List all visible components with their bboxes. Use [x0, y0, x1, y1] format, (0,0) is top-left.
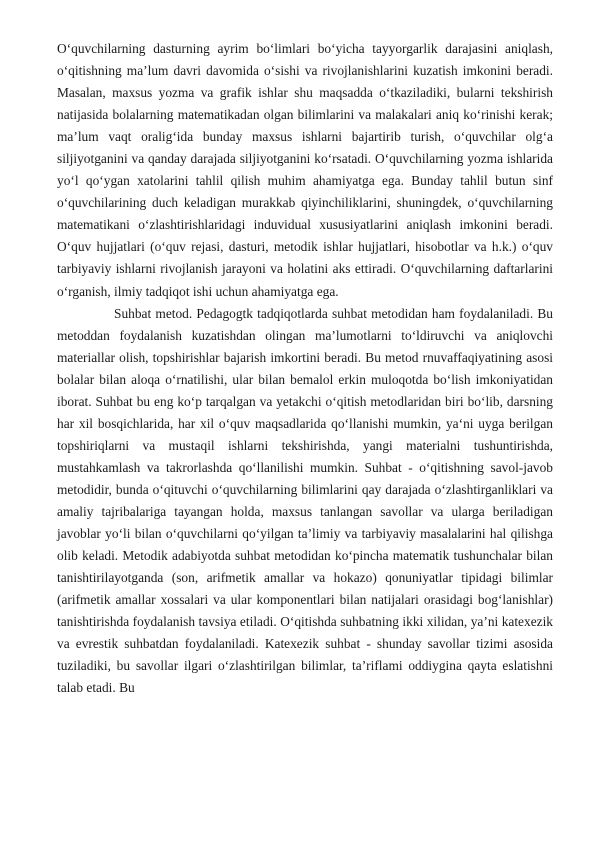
paragraph-suhbat-metod: Suhbat metod. Pedagogtk tadqiqotlarda suhbat metodidan ham foydalaniladi. Bu metoddan foydalanish kuzatishdan olingan ma’lumotlarni to‘ldiruvchi va aniqlovchi materiallar olish, topshirishlar bajarish imkortini beradi. Bu metod rnuvaffaqiyatining asosi bolalar bilan aloqa o‘rnatilishi, ular bilan bemalol erkin muloqotda bo‘lish imkoniyatidan iborat. Suhbat bu eng ko‘p tarqalgan va yetakchi o‘qitish metodlaridan biri bo‘lib, darsning har xil bosqichlarida, har xil o‘quv maqsadlarida qo‘llanishi mumkin, ya‘ni uyga berilgan topshiriqlarni va mustaqil ishlarni tekshirishda, yangi materialni tushuntirishda, mustahkamlash va takrorlashda qo‘llanilishi mumkin. Suhbat - o‘qitishning savol-javob metodidir, bunda o‘qituvchi o‘quvchilarning bilimlarini qay darajada o‘zlashtirganliklari va amaliy tajribalariga tayangan holda, maxsus tanlangan savollar va ularga beriladigan javoblar yo‘li bilan o‘quvchilarni qo‘yilgan ta’limiy va tarbiyaviy masalalarini hal qilishga olib keladi. Metodik adabiyotda suhbat metodidan ko‘pincha matematik tushunchalar bilan tanishtirilayotganda (son, arifmetik amallar va hokazo) qonuniyatlar tipidagi bilimlar (arifmetik amallar xossalari va ular komponentlari bilan natijalari orasidagi bog‘lanishlar) tanishtirishda foydalanish tavsiya etiladi. O‘qitishda suhbatning ikki xilidan, ya’ni katexezik va evrestik suhbatdan foydalaniladi. Katexezik suhbat - shunday savollar tizimi asosida tuziladiki, bu savollar ilgari o‘zlashtirilgan bilimlar, ta’riflami oddiygina qayta eslatishni talab etadi. Bu	[57, 305, 553, 696]
paragraph: O‘quvchilarning dasturning ayrim bo‘limlari bo‘yicha tayyorgarlik darajasini aniqlash, o‘qitishning ma’lum davri davomida o‘sishi va rivojlanishlarini kuzatish imkonini beradi. Masalan, maxsus yozma va grafik ishlar shu maqsadda o‘tkaziladiki, bularni tekshirish natijasida bolalarning matematikadan olgan bilimlarini va malakalari aniq ko‘rinishi kerak; ma’lum vaqt oralig‘ida bunday maxsus ishlarni bajartirib turish, o‘quvchilar olg‘a siljiyotganini va qanday darajada siljiyotganini ko‘rsatadi. O‘quvchilarning yozma ishlarida yo‘l qo‘ygan xatolarini tahlil qilish muhim ahamiyatga ega. Bunday tahlil butun sinf o‘quvchilarining duch keladigan murakkab qiyinchiliklarini, shuningdek, o‘quvchilarning matematikani o‘zlashtirishlaridagi induvidual xususiyatlarini aniqlash imkonini beradi. O‘quv hujjatlari (o‘quv rejasi, dasturi, metodik ishlar hujjatlari, hisobotlar va h.k.) o‘quv tarbiyaviy ishlarni rivojlanish jarayoni va holatini aks ettiradi. O‘quvchilarning daftarlarini o‘rganish, ilmiy tadqiqot ishi uchun ahamiyatga ega.	[57, 41, 553, 299]
body-text	[57, 38, 553, 699]
